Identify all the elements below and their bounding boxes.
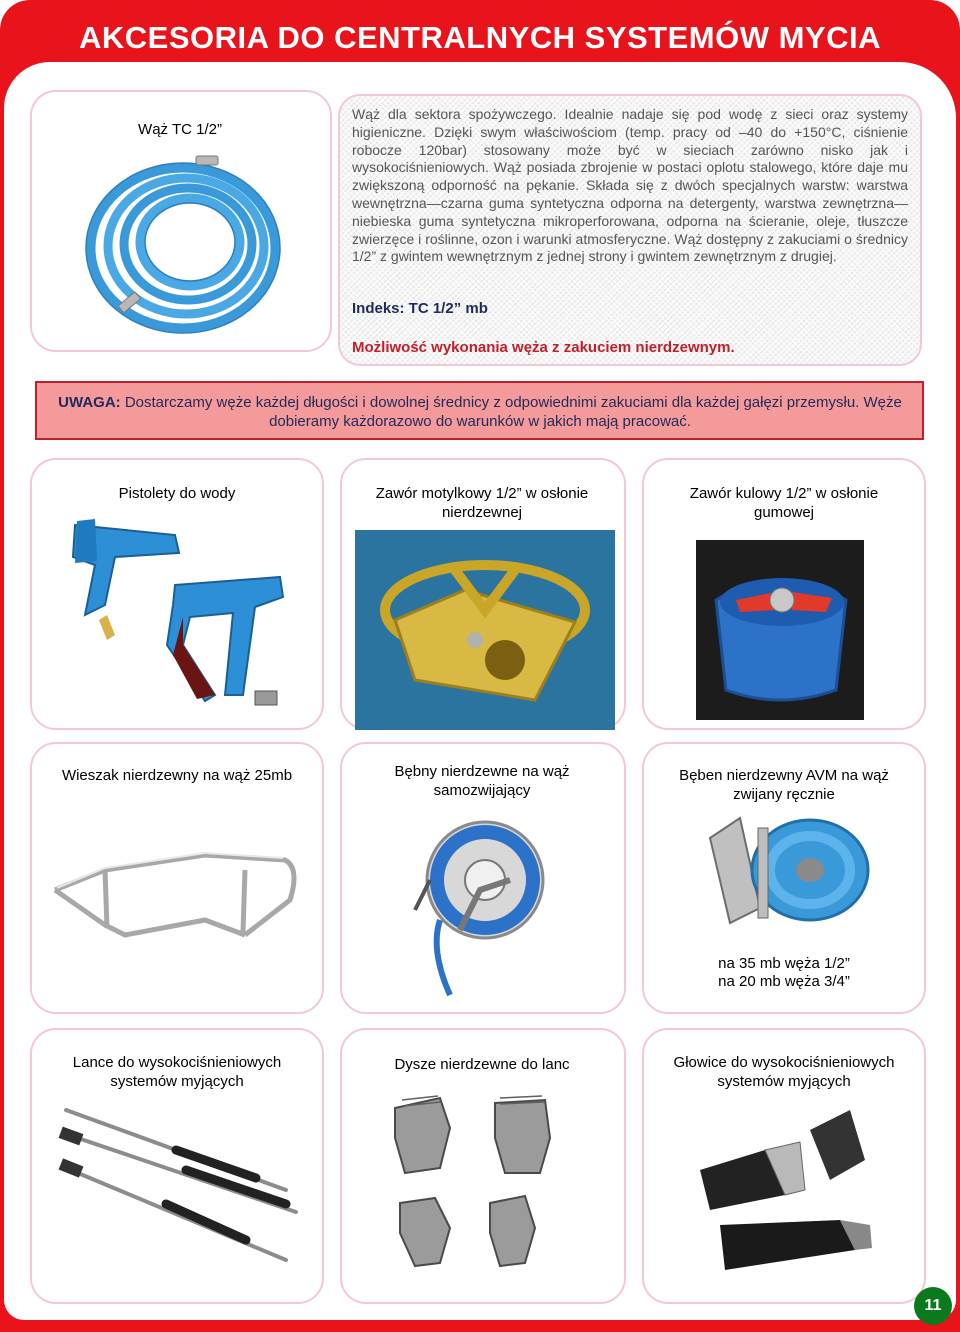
product-title-butterfly-valve: Zawór motylkowy 1/2” w osłonie nierdzewnej (375, 485, 589, 521)
product-title-heads: Głowice do wysokociśnieniowych systemów myjących (673, 1054, 895, 1090)
hose-option-note: Możliwość wykonania węża z zakuciem nierdzewnym. (352, 339, 735, 356)
notice-box (35, 381, 924, 440)
hose-index: Indeks: TC 1/2” mb (352, 300, 488, 317)
hose-hanger-icon (45, 840, 307, 950)
product-title-reel: Bębny nierdzewne na wąż samozwijający (394, 763, 570, 799)
manual-reel-capacity-2: na 20 mb węża 3/4” (718, 973, 850, 990)
hose-reel-icon (410, 810, 560, 1000)
hose-description-box (338, 94, 922, 366)
nozzle-head-icon (690, 1100, 890, 1280)
lance-icon (56, 1100, 306, 1270)
product-title-ball-valve: Zawór kulowy 1/2” w osłonie gumowej (689, 485, 879, 521)
hose-title: Wąż TC 1/2” (138, 121, 222, 138)
water-gun-icon (55, 505, 295, 715)
product-title-lances: Lance do wysokociśnieniowych systemów myjących (72, 1054, 282, 1090)
butterfly-valve-icon (355, 530, 615, 730)
ball-valve-icon (696, 540, 864, 720)
page-number: 11 (914, 1287, 952, 1325)
product-title-nozzles: Dysze nierdzewne do lanc (394, 1056, 570, 1073)
hose-description: Wąż dla sektora spożywczego. Idealnie nadaje się pod wodę z sieci oraz systemy higieniczne. Dzięki swym właściwościom (temp. pracy od –40 do +150°C, ciśnienie robocze 120bar) stosowany może być w sieciach zarówno nisko jak i wysokociśnieniowych. Wąż posiada zbrojenie w postaci oplotu stalowego, które daje mu zwiększoną odporność na pękanie. Składa się z dwóch specjalnych warstw: warstwa wewnętrzna—czarna guma syntetyczna odporna na detergenty, warstwa zewnętrzna—niebieska guma syntetyczna mikroperforowana, odporna na ścieranie, oleje, tłuszcze zwierzęce i roślinne, ozon i warunki atmosferyczne. Wąż dostępny z zakuciami o średnicy 1/2” z gwintem wewnętrznym z jednej strony i gwintem zewnętrznym z drugiej. (352, 106, 908, 265)
product-title-manual-reel: Bęben nierdzewny AVM na wąż zwijany ręcznie (679, 767, 889, 803)
hose-coil-icon (78, 148, 288, 338)
manual-reel-capacity-1: na 35 mb węża 1/2” (718, 955, 850, 972)
nozzle-icon (380, 1088, 580, 1278)
product-title-hanger: Wieszak nierdzewny na wąż 25mb (61, 767, 293, 784)
page-title: AKCESORIA DO CENTRALNYCH SYSTEMÓW MYCIA (79, 20, 881, 55)
notice-text: Dostarczamy węże każdej długości i dowolnej średnicy z odpowiednimi zakuciami dla każdej gałęzi przemysłu. Węże dobieramy każdorazowo do warunków w jakich mają pracować. (124, 394, 902, 430)
manual-reel-icon (700, 808, 875, 948)
notice-label: UWAGA: (58, 394, 121, 411)
product-title-guns: Pistolety do wody (118, 485, 236, 502)
